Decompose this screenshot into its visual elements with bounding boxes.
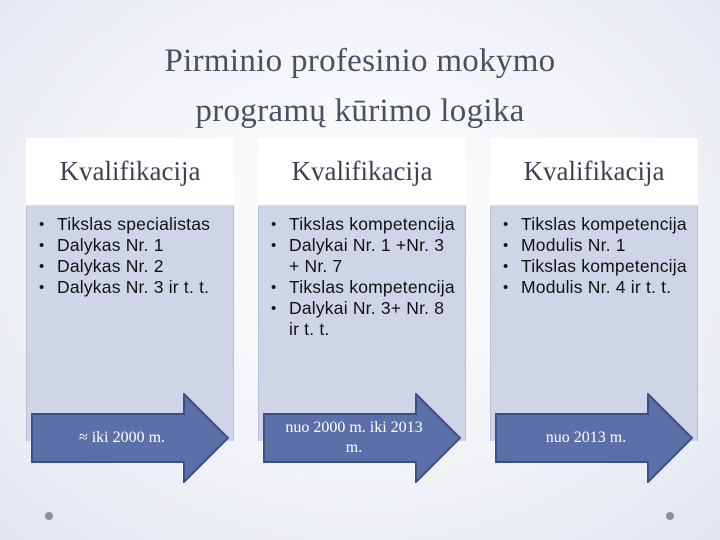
column-1-heading: Kvalifikacija xyxy=(26,138,234,206)
list-item: • Tikslas kompetencija xyxy=(289,277,457,298)
decorative-dot xyxy=(666,512,674,520)
column-3-heading: Kvalifikacija xyxy=(490,138,698,206)
slide-title-line-1: Pirminio profesinio mokymo xyxy=(164,43,556,79)
arrow-2-label: nuo 2000 m. iki 2013 m. xyxy=(285,419,423,456)
column-3-list xyxy=(495,214,689,298)
list-item: • Dalykai Nr. 3+ Nr. 8 ir t. t. xyxy=(289,298,457,340)
slide-title-line-2: programų kūrimo logika xyxy=(195,93,525,129)
list-item: • Tikslas specialistas xyxy=(57,214,225,235)
arrow-3-label: nuo 2013 m. xyxy=(545,429,627,446)
list-item: • Modulis Nr. 4 ir t. t. xyxy=(521,277,689,298)
list-item: • Tikslas kompetencija xyxy=(521,256,689,277)
decorative-dot xyxy=(45,512,53,520)
list-item: • Tikslas kompetencija xyxy=(289,214,457,235)
column-2-list xyxy=(263,214,457,340)
arrow-1-label: ≈ iki 2000 m. xyxy=(78,429,166,446)
list-item: • Tikslas kompetencija xyxy=(521,214,689,235)
timeline-arrow-3 xyxy=(494,393,694,483)
list-item: • Modulis Nr. 1 xyxy=(521,235,689,256)
timeline-arrow-2 xyxy=(262,393,462,483)
list-item: • Dalykas Nr. 3 ir t. t. xyxy=(57,277,225,298)
column-2-heading: Kvalifikacija xyxy=(258,138,466,206)
timeline-arrow-1 xyxy=(30,393,230,483)
list-item: • Dalykas Nr. 1 xyxy=(57,235,225,256)
list-item: • Dalykai Nr. 1 +Nr. 3 + Nr. 7 xyxy=(289,235,457,277)
column-1-list xyxy=(31,214,225,298)
list-item: • Dalykas Nr. 2 xyxy=(57,256,225,277)
slide-title xyxy=(0,36,720,136)
